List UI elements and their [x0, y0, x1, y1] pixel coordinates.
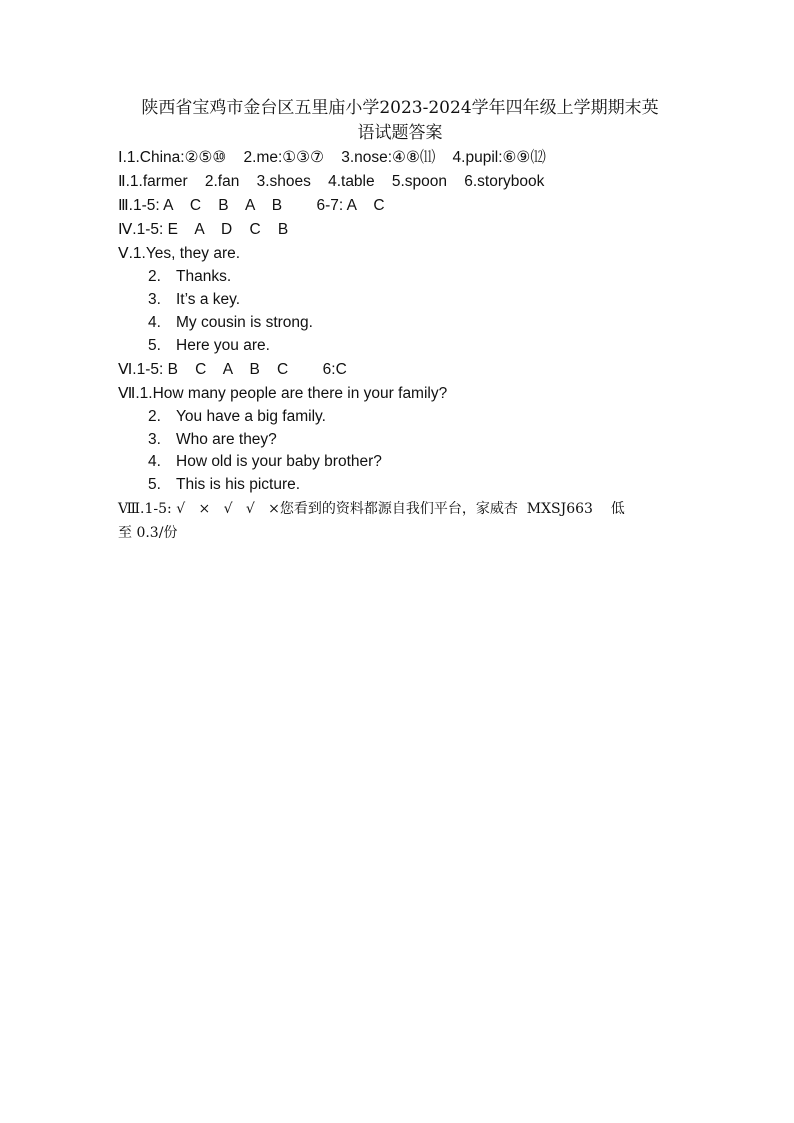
answer-item: [148, 475, 300, 495]
item-number: 2.: [148, 268, 161, 285]
answer-item: [148, 313, 313, 333]
item-number: 3.: [148, 291, 161, 308]
item-number: 4.: [148, 314, 161, 331]
item-text: My cousin is strong.: [176, 314, 313, 331]
item-number: 5.: [148, 337, 161, 354]
answer-section-5: Ⅴ.1.Yes, they are.: [118, 245, 241, 262]
answer-item: [148, 452, 382, 472]
document-title-line-2: 语试题答案: [357, 123, 443, 143]
item-number: 5.: [148, 476, 161, 493]
item-text: Here you are.: [176, 337, 270, 354]
item-text: This is his picture.: [176, 476, 301, 493]
answer-section-3: Ⅲ.1-5: A C B A B 6-7: A C: [118, 197, 385, 214]
answer-section-1: Ⅰ.1.China:②⑤⑩ 2.me:①③⑦ 3.nose:④⑧⑾ 4.pupil:⑥⑨⑿: [118, 149, 546, 166]
item-number: 3.: [148, 431, 161, 448]
answer-section-8-continued: 至 0.3/份: [118, 525, 178, 541]
answer-item: [148, 407, 326, 427]
document-title-line-1: 陕西省宝鸡市金台区五里庙小学2023-2024学年四年级上学期期末英: [141, 98, 659, 118]
item-text: You have a big family.: [176, 408, 326, 425]
item-text: Who are they?: [176, 431, 277, 448]
answer-section-8: Ⅷ.1-5: √ × √ √ ×您看到的资料都源自我们平台，家威杏 MXSJ663 低: [118, 501, 625, 517]
answer-item: [148, 430, 277, 450]
answer-section-6: Ⅵ.1-5: B C A B C 6:C: [118, 361, 347, 378]
answer-section-7: Ⅶ.1.How many people are there in your family?: [118, 385, 448, 402]
item-number: 4.: [148, 453, 161, 470]
answer-item: [148, 290, 240, 310]
item-text: Thanks.: [176, 268, 232, 285]
answer-item: [148, 267, 231, 287]
answer-section-2: Ⅱ.1.farmer 2.fan 3.shoes 4.table 5.spoon 6.storybook: [118, 173, 545, 190]
item-number: 2.: [148, 408, 161, 425]
answer-section-4: Ⅳ.1-5: E A D C B: [118, 221, 289, 238]
answer-item: [148, 336, 270, 356]
item-text: How old is your baby brother?: [176, 453, 382, 470]
item-text: It’s a key.: [176, 291, 241, 308]
